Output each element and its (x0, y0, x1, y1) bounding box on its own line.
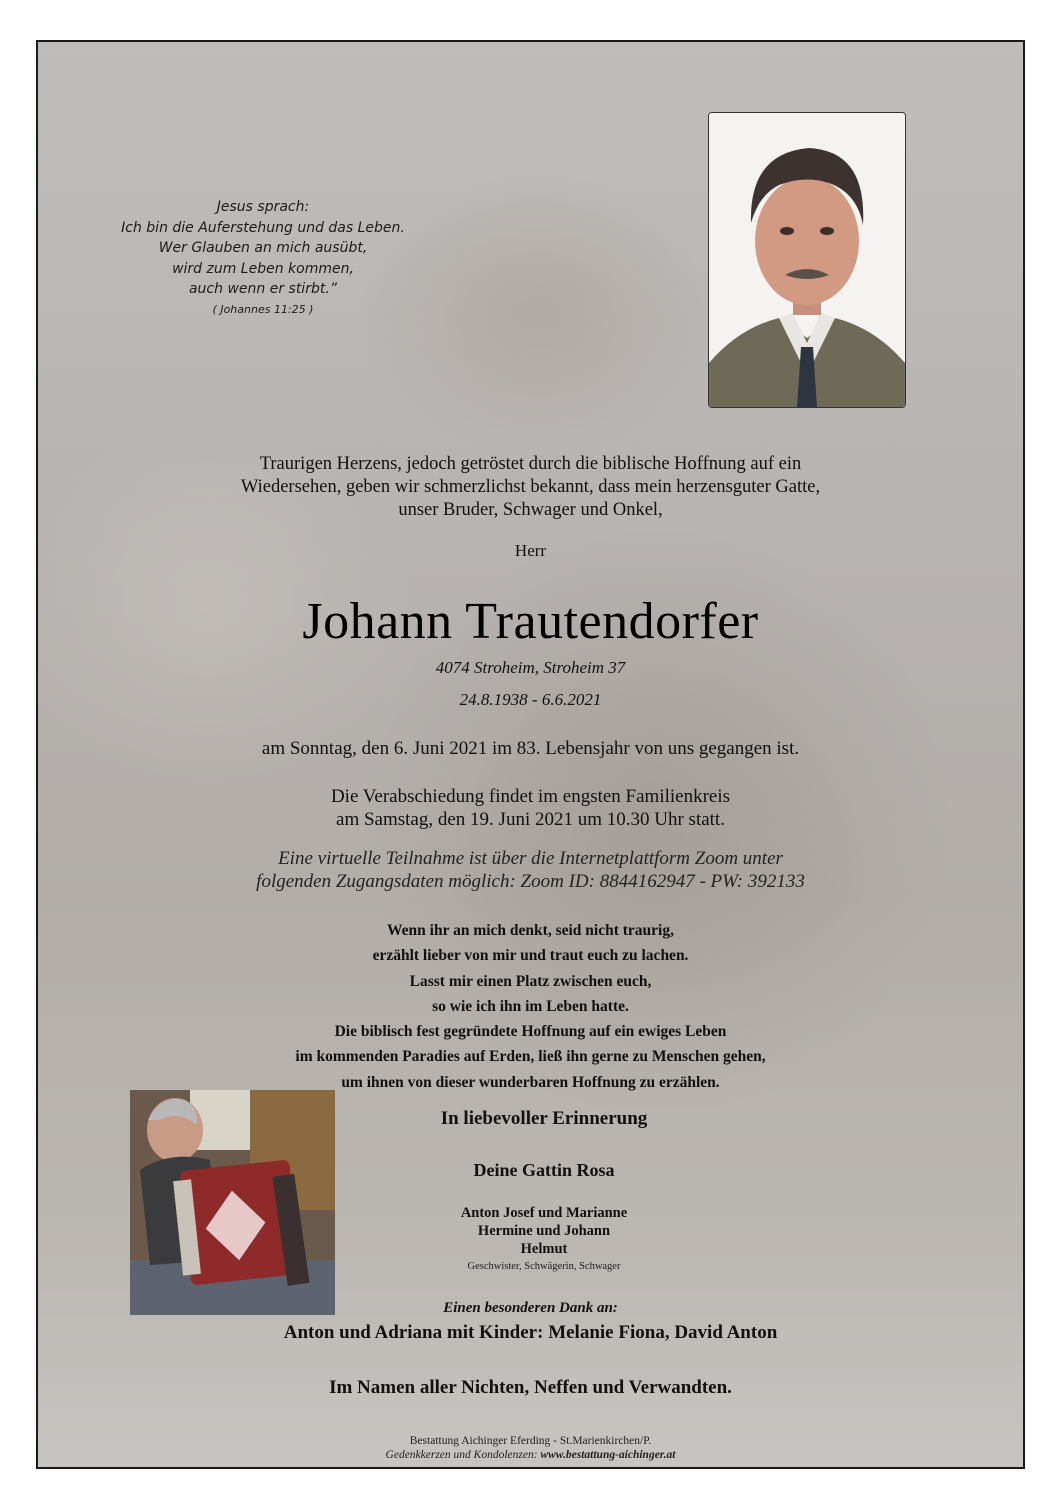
quote-line: auch wenn er stirbt.” (188, 281, 338, 297)
poem-line: so wie ich ihn im Leben hatte. (432, 997, 629, 1015)
poem-line: um ihnen von dieser wunderbaren Hoffnung zu erzählen. (341, 1073, 720, 1091)
quote-line: Jesus sprach: (216, 199, 310, 215)
farewell-line: Die Verabschiedung findet im engsten Familienkreis (330, 786, 731, 807)
condolence-label: Gedenkkerzen und Kondolenzen: (385, 1449, 538, 1461)
intro-text (38, 453, 1023, 522)
poem-line: Wenn ihr an mich denkt, seid nicht traurig, (387, 922, 674, 939)
deceased-name: Johann Trautendorfer (302, 593, 759, 650)
memory-heading: In liebevoller Erinnerung (440, 1108, 648, 1129)
sibling-entry: Helmut (520, 1241, 568, 1257)
zoom-line: Eine virtuelle Teilnahme ist über die Internetplattform Zoom unter (278, 848, 783, 869)
quote-line: Ich bin die Auferstehung und das Leben. (121, 219, 405, 236)
intro-line: unser Bruder, Schwager und Onkel, (398, 500, 663, 520)
condolence-url[interactable]: www.bestattung-aichinger.at (540, 1449, 676, 1461)
zoom-line: folgenden Zugangsdaten möglich: Zoom ID: 8844162947 - PW: 392133 (256, 871, 805, 892)
wife-name: Deine Gattin Rosa (473, 1160, 615, 1180)
condolence-line (38, 1449, 1023, 1461)
siblings-note: Geschwister, Schwägerin, Schwager (467, 1261, 621, 1272)
sibling-entry: Anton Josef und Marianne (460, 1205, 628, 1221)
life-dates: 24.8.1938 - 6.6.2021 (459, 690, 602, 709)
poem-line: im kommenden Paradies auf Erden, ließ ihn gerne zu Menschen gehen, (295, 1048, 766, 1066)
quote-reference: ( Johannes 11:25 ) (212, 302, 314, 316)
accordion-photo (130, 1090, 335, 1315)
salutation: Herr (514, 541, 547, 560)
intro-line: Traurigen Herzens, jedoch getröstet durch die biblische Hoffnung auf ein (259, 454, 802, 474)
poem-line: erzählt lieber von mir und traut euch zu lachen. (372, 947, 689, 965)
quote-line: wird zum Leben kommen, (172, 260, 354, 277)
sibling-entry: Hermine und Johann (477, 1223, 611, 1239)
zoom-info (38, 847, 1023, 893)
intro-line: Wiedersehen, geben wir schmerzlichst bekannt, dass mein herzensguter Gatte, (240, 477, 821, 497)
poem-line: Lasst mir einen Platz zwischen euch, (409, 972, 652, 990)
obituary-frame (36, 40, 1025, 1469)
poem-line: Die biblisch fest gegründete Hoffnung auf ein ewiges Leben (334, 1023, 727, 1041)
bible-quote (98, 197, 428, 320)
quote-line: Wer Glauben an mich ausübt, (158, 240, 368, 256)
thanks-label: Einen besonderen Dank an: (443, 1300, 618, 1316)
passed-notice: am Sonntag, den 6. Juni 2021 im 83. Lebensjahr von uns gegangen ist. (261, 738, 800, 759)
memorial-poem (38, 918, 1023, 1095)
deceased-address: 4074 Stroheim, Stroheim 37 (435, 658, 626, 677)
closing-line: Im Namen aller Nichten, Neffen und Verwandten. (329, 1377, 732, 1398)
portrait-photo (708, 112, 906, 408)
farewell-info (38, 785, 1023, 831)
siblings-list (338, 1204, 750, 1258)
farewell-line: am Samstag, den 19. Juni 2021 um 10.30 Uhr statt. (336, 809, 725, 830)
thanks-names: Anton und Adriana mit Kinder: Melanie Fiona, David Anton (283, 1322, 778, 1343)
funeral-home: Bestattung Aichinger Eferding - St.Marienkirchen/P. (409, 1435, 652, 1447)
